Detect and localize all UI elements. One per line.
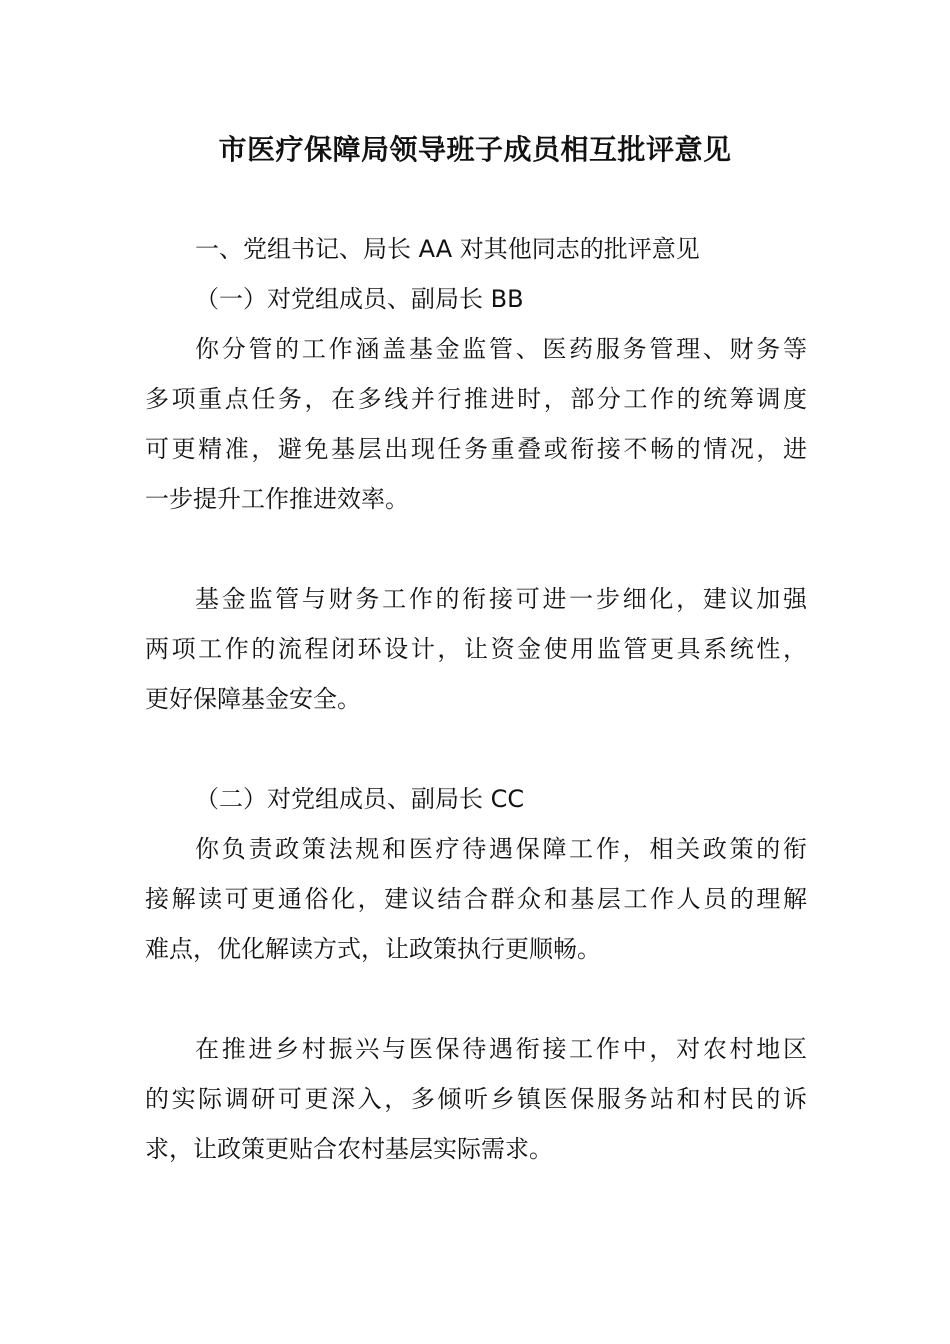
paragraph bbox=[145, 1024, 807, 1174]
paragraph-line: 你分管的工作涵盖基金监管、医药服务管理、财务等 bbox=[195, 335, 807, 363]
paragraph-gap bbox=[145, 724, 807, 774]
paragraph bbox=[145, 824, 807, 974]
section-heading: 一、党组书记、局长 AA 对其他同志的批评意见 bbox=[195, 235, 700, 263]
paragraph-line: 更好保障基金安全。 bbox=[145, 685, 361, 713]
paragraph-line: 可更精准，避免基层出现任务重叠或衔接不畅的情况，进 bbox=[145, 435, 807, 463]
paragraph-line: 基金监管与财务工作的衔接可进一步细化，建议加强 bbox=[195, 585, 807, 613]
paragraph-line: 你负责政策法规和医疗待遇保障工作，相关政策的衔 bbox=[195, 835, 807, 863]
paragraph bbox=[145, 574, 807, 724]
paragraph-gap bbox=[145, 524, 807, 574]
paragraph-gap bbox=[145, 974, 807, 1024]
subsection-heading: （一）对党组成员、副局长 BB bbox=[195, 285, 524, 313]
paragraph-line: 的实际调研可更深入，多倾听乡镇医保服务站和村民的诉 bbox=[145, 1085, 807, 1113]
paragraph bbox=[145, 324, 807, 524]
paragraph-line: 一步提升工作推进效率。 bbox=[145, 485, 409, 513]
paragraph-line: 求，让政策更贴合农村基层实际需求。 bbox=[145, 1135, 553, 1163]
document-title: 市医疗保障局领导班子成员相互批评意见 bbox=[218, 133, 732, 166]
paragraph-line: 多项重点任务，在多线并行推进时，部分工作的统筹调度 bbox=[145, 385, 807, 413]
subsection-heading: （二）对党组成员、副局长 CC bbox=[195, 785, 525, 813]
paragraph-line: 难点，优化解读方式，让政策执行更顺畅。 bbox=[145, 935, 601, 963]
document-body bbox=[145, 224, 807, 1174]
paragraph-line: 两项工作的流程闭环设计，让资金使用监管更具系统性， bbox=[145, 635, 807, 663]
paragraph-line: 接解读可更通俗化，建议结合群众和基层工作人员的理解 bbox=[145, 885, 807, 913]
paragraph-line: 在推进乡村振兴与医保待遇衔接工作中，对农村地区 bbox=[195, 1035, 807, 1063]
